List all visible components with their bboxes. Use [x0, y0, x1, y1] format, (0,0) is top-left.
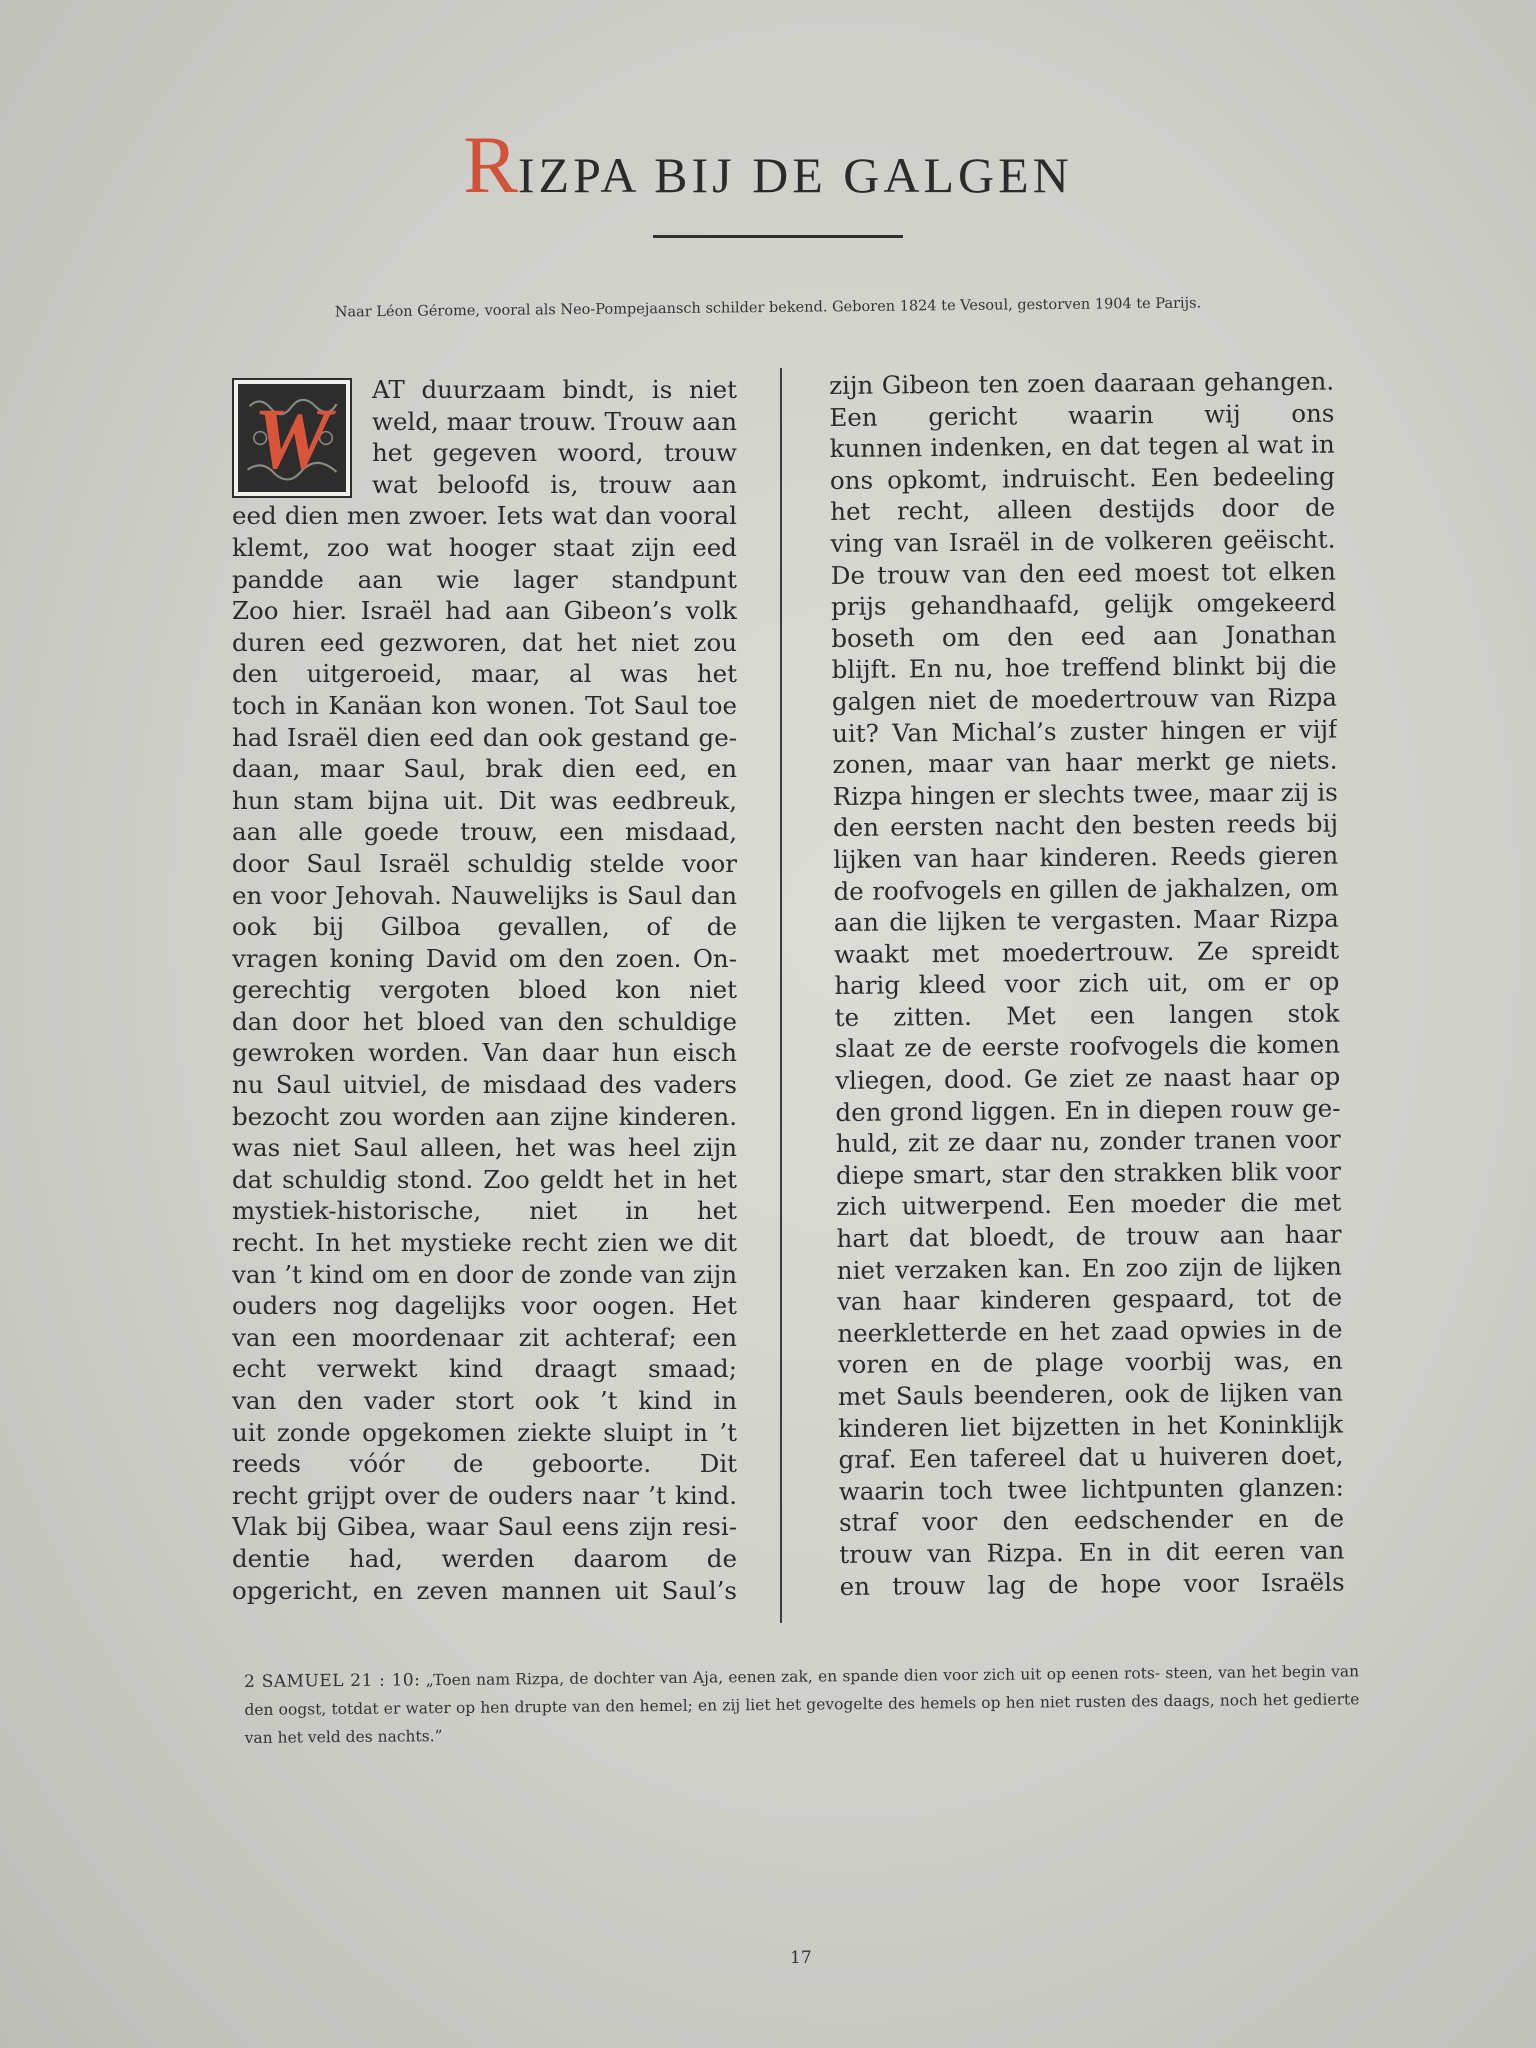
text-line: waakt met moedertrouw. Ze spreidt — [833, 935, 1340, 969]
text-line: waarin toch twee lichtpunten glanzen: — [838, 1472, 1344, 1506]
text-line: kinderen liet bijzetten in het Koninklijk — [838, 1409, 1344, 1443]
text-line: huld, zit ze daar nu, zonder tranen voor — [835, 1124, 1341, 1159]
text-line: dat schuldig stond. Zoo geldt het in het — [232, 1164, 737, 1194]
text-line: galgen niet de moedertrouw van Rizpa — [831, 682, 1337, 716]
text-line: had Israël dien eed dan ook gestand ge- — [232, 722, 737, 752]
text-line: recht. In het mystieke recht zien we dit — [232, 1228, 737, 1258]
text-line: het gegeven woord, trouw — [372, 438, 737, 468]
text-line: straf voor den eedschender en de — [838, 1503, 1345, 1538]
text-line: ouders nog dagelijks voor oogen. Het — [232, 1291, 737, 1321]
text-line: zonen, maar van haar merkt ge niets. — [832, 745, 1338, 780]
right-column — [829, 366, 1345, 1603]
text-line: Vlak bij Gibea, waar Saul eens zijn resi- — [232, 1512, 737, 1542]
text-line: uit? Van Michal’s zuster hingen er vijf — [832, 714, 1338, 748]
text-line: harig kleed voor zich uit, om er op — [834, 966, 1340, 1001]
text-line: daan, maar Saul, brak dien eed, en — [232, 754, 737, 784]
text-line: dan door het bloed van den schuldige — [232, 1006, 737, 1036]
text-line: hun stam bijna uit. Dit was eedbreuk, — [232, 785, 737, 815]
subtitle: Naar Léon Gérome, vooral als Neo-Pompejaansch schilder bekend. Geboren 1824 te Vesoul, gestorven 1904 te Parijs. — [334, 295, 1202, 321]
text-line: van een moordenaar zit achteraf; een — [232, 1322, 737, 1352]
text-line: boseth om den eed aan Jonathan — [831, 619, 1337, 653]
text-line: en voor Jehovah. Nauwelijks is Saul dan — [232, 880, 737, 910]
text-line: en trouw lag de hope voor Israëls — [839, 1567, 1345, 1601]
text-line: Een gericht waarin wij ons — [829, 398, 1335, 432]
text-line: mystiek-historische, niet in het — [232, 1196, 737, 1226]
footnote-line: steen, van het begin van den oogst, totdat er water op hen drupte van den hemel; en zij liet het gevogelte des hemels op hen — [244, 1662, 1360, 1719]
text-line: blijft. En nu, hoe treffend blinkt bij die — [831, 650, 1337, 685]
text-line: van ’t kind om en door de zonde van zijn — [232, 1259, 737, 1289]
text-line: neerkletterde en het zaad opwies in de — [837, 1314, 1343, 1348]
text-line: AT duurzaam bindt, is niet — [372, 375, 737, 404]
text-line: duren eed gezworen, dat het niet zou — [232, 627, 737, 657]
text-line: hart dat bloedt, de trouw aan haar — [836, 1219, 1342, 1253]
text-line: prijs gehandhaafd, gelijk omgekeerd — [830, 587, 1337, 622]
text-line: wat beloofd is, trouw aan — [372, 469, 737, 499]
text-line: pandde aan wie lager standpunt — [232, 564, 737, 594]
text-line: lijken van haar kinderen. Reeds gieren — [833, 840, 1339, 874]
text-line: te zitten. Met een langen stok — [834, 998, 1340, 1032]
text-line: van den vader stort ook ’t kind in — [232, 1386, 737, 1415]
text-line: vliegen, dood. Ge ziet ze naast haar op — [835, 1061, 1341, 1096]
text-line: De trouw van den eed moest tot elken — [830, 556, 1336, 590]
text-line: dentie had, werden daarom de — [232, 1543, 737, 1573]
text-line: slaat ze de eerste roofvogels die komen — [834, 1030, 1341, 1064]
text-line: ving van Israël in de volkeren geëischt. — [830, 524, 1336, 558]
text-line: den grond liggen. En in diepen rouw ge- — [835, 1093, 1341, 1127]
text-line: reeds vóór de geboorte. Dit — [232, 1449, 737, 1479]
text-line: Rizpa hingen er slechts twee, maar zij is — [832, 777, 1338, 811]
text-line: van haar kinderen gespaard, tot de — [837, 1282, 1343, 1317]
text-line: het recht, alleen destijds door de — [830, 492, 1336, 527]
text-line: aan die lijken te vergasten. Maar Rizpa — [833, 903, 1339, 938]
text-line: eed dien men zwoer. Iets wat dan vooral — [232, 501, 737, 531]
text-line: vragen koning David om den zoen. On- — [232, 943, 737, 973]
dropcap-letter: W — [253, 390, 331, 487]
text-line: graf. Een tafereel dat u huiveren doet, — [838, 1440, 1344, 1475]
text-line: aan alle goede trouw, een misdaad, — [232, 817, 737, 847]
title-rest: IZPA BIJ DE GALGEN — [517, 147, 1073, 203]
scripture-footnote — [244, 1657, 1360, 1752]
text-line: Zoo hier. Israël had aan Gibeon’s volk — [232, 596, 737, 626]
text-line: de roofvogels en gillen de jakhalzen, om — [833, 872, 1339, 906]
column-divider — [780, 368, 782, 1623]
page-number: 17 — [790, 1948, 812, 1968]
text-line: gewroken worden. Van daar hun eisch — [232, 1038, 737, 1068]
text-line: door Saul Israël schuldig stelde voor — [232, 848, 737, 878]
title-rule — [653, 235, 903, 238]
text-line: den uitgeroeid, maar, al was het — [232, 659, 737, 689]
footnote-line: „Toen nam Rizpa, de dochter van Aja, eenen zak, en spande dien voor zich uit op eenen rots- — [425, 1664, 1161, 1690]
footnote-reference: 2 SAMUEL 21 : 10: — [244, 1670, 421, 1692]
text-line: was niet Saul alleen, het was heel zijn — [232, 1133, 737, 1163]
text-line: recht grijpt over de ouders naar ’t kind. — [232, 1480, 737, 1510]
text-line: den eersten nacht den besten reeds bij — [832, 808, 1339, 843]
text-line: toch in Kanäan kon wonen. Tot Saul toe — [232, 690, 737, 720]
text-line: klemt, zoo wat hooger staat zijn eed — [232, 532, 737, 562]
text-line: weld, maar trouw. Trouw aan — [372, 406, 737, 436]
footnote-line: niet rusten des daags, noch het gedierte van het veld des nachts.” — [244, 1690, 1360, 1747]
text-line: gerechtig vergoten bloed kon niet — [232, 975, 737, 1005]
page-title — [0, 118, 1536, 212]
text-line: nu Saul uitviel, de misdaad des vaders — [232, 1070, 737, 1100]
text-line: met Sauls beenderen, ook de lijken van — [837, 1377, 1344, 1411]
text-line: echt verwekt kind draagt smaad; — [232, 1354, 737, 1384]
text-line: ook bij Gilboa gevallen, of de — [232, 912, 737, 942]
text-line: bezocht zou worden aan zijne kinderen. — [232, 1101, 737, 1131]
text-line: uit zonde opgekomen ziekte sluipt in ’t — [232, 1417, 737, 1447]
text-line: kunnen indenken, en dat tegen al wat in — [829, 429, 1335, 464]
title-initial: R — [463, 119, 518, 210]
text-line: zijn Gibeon ten zoen daaraan gehangen. — [829, 366, 1335, 400]
text-line: opgericht, en zeven mannen uit Saul’s — [232, 1575, 737, 1605]
left-column — [232, 374, 737, 1606]
text-line: zich uitwerpend. Een moeder die met — [836, 1187, 1342, 1222]
text-line: voren en de plage voorbij was, en — [837, 1345, 1343, 1380]
text-line: niet verzaken kan. En zoo zijn de lijken — [836, 1251, 1342, 1285]
text-line: ons opkomt, indruischt. Een bedeeling — [829, 461, 1336, 495]
text-line: diepe smart, star den strakken blik voor — [835, 1156, 1342, 1190]
text-line: trouw van Rizpa. En in dit eeren van — [839, 1535, 1345, 1569]
